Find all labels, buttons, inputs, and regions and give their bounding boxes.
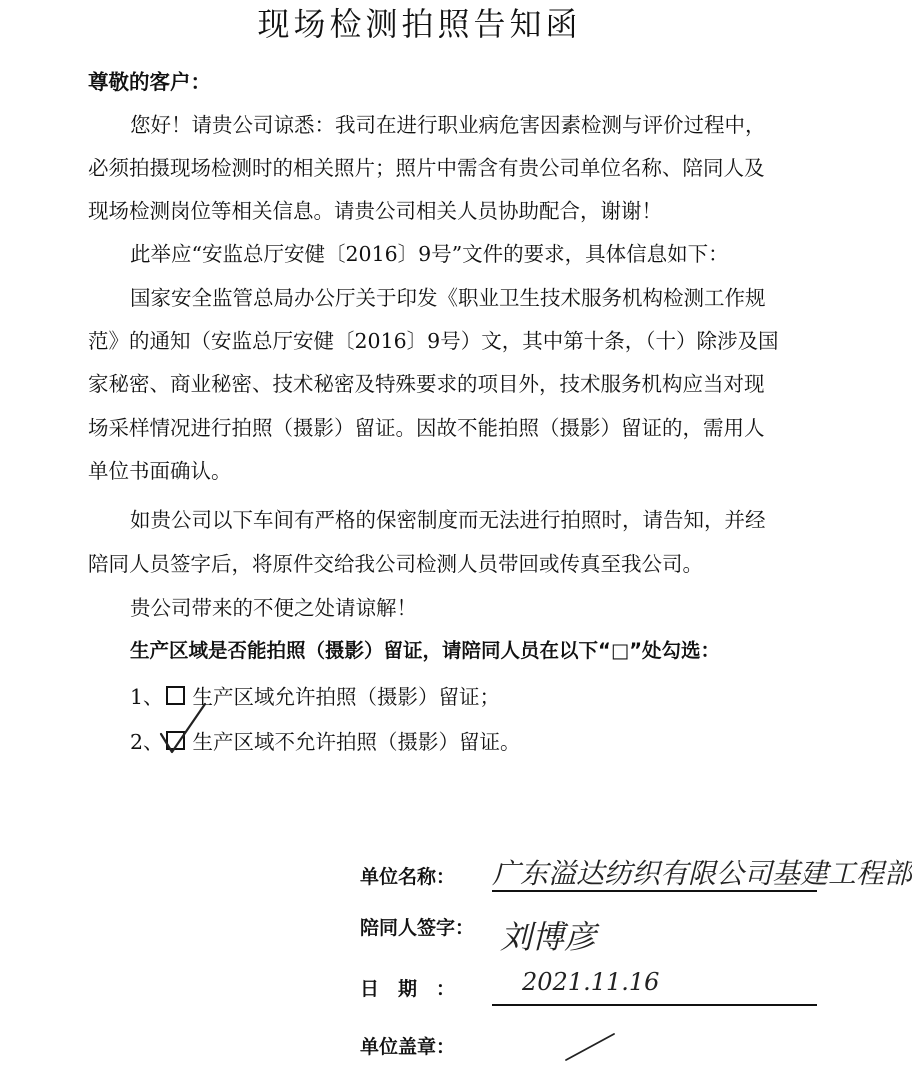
paragraph-line: 必须拍摄现场检测时的相关照片；照片中需含有贵公司单位名称、陪同人及 xyxy=(88,156,765,180)
option-text: 生产区域允许拍照（摄影）留证； xyxy=(192,685,501,709)
paragraph-line: 此举应“安监总厅安健〔2016〕9号”文件的要求，具体信息如下： xyxy=(130,242,729,266)
signature-line xyxy=(492,1004,817,1006)
date-handwritten: 2021.11.16 xyxy=(522,968,660,996)
paragraph-line: 范》的通知（安监总厅安健〔2016〕9号）文，其中第十条，（十）除涉及国 xyxy=(88,329,779,353)
date-label: 日 期 ： xyxy=(360,978,456,1000)
paragraph-line: 家秘密、商业秘密、技术秘密及特殊要求的项目外，技术服务机构应当对现 xyxy=(88,372,765,396)
paragraph-line: 如贵公司以下车间有严格的保密制度而无法进行拍照时，请告知，并经 xyxy=(130,508,766,532)
paragraph-line: 现场检测岗位等相关信息。请贵公司相关人员协助配合，谢谢！ xyxy=(88,199,662,223)
unit-name-handwritten: 广东溢达纺织有限公司基建工程部 xyxy=(492,857,912,890)
option-number: 1、 xyxy=(130,685,164,709)
pen-stroke-icon xyxy=(560,1030,620,1064)
paragraph-line: 贵公司带来的不便之处请谅解！ xyxy=(130,596,417,620)
checkbox-question: 生产区域是否能拍照（摄影）留证，请陪同人员在以下“□”处勾选： xyxy=(130,639,721,662)
option-2 xyxy=(130,728,870,756)
unit-name-label: 单位名称： xyxy=(360,866,456,888)
paragraph-line: 国家安全监管总局办公厅关于印发《职业卫生技术服务机构检测工作规 xyxy=(130,286,766,310)
escort-signature-label: 陪同人签字： xyxy=(360,917,475,939)
option-1 xyxy=(130,683,870,711)
salutation: 尊敬的客户： xyxy=(88,70,211,94)
paragraph-line: 陪同人员签字后，将原件交给我公司检测人员带回或传真至我公司。 xyxy=(88,552,703,576)
paragraph-line: 单位书面确认。 xyxy=(88,459,232,483)
paragraph-line: 场采样情况进行拍照（摄影）留证。因故不能拍照（摄影）留证的，需用人 xyxy=(88,416,765,440)
option-number: 2、 xyxy=(130,730,164,754)
signature-line xyxy=(492,890,817,892)
option-text: 生产区域不允许拍照（摄影）留证。 xyxy=(192,730,521,754)
escort-signature-handwritten: 刘博彦 xyxy=(500,918,597,956)
page-title: 现场检测拍照告知函 xyxy=(257,5,582,43)
paragraph-line: 您好！请贵公司谅悉：我司在进行职业病危害因素检测与评价过程中， xyxy=(130,113,766,137)
seal-label: 单位盖章： xyxy=(360,1036,456,1058)
check-mark-icon xyxy=(155,700,215,760)
